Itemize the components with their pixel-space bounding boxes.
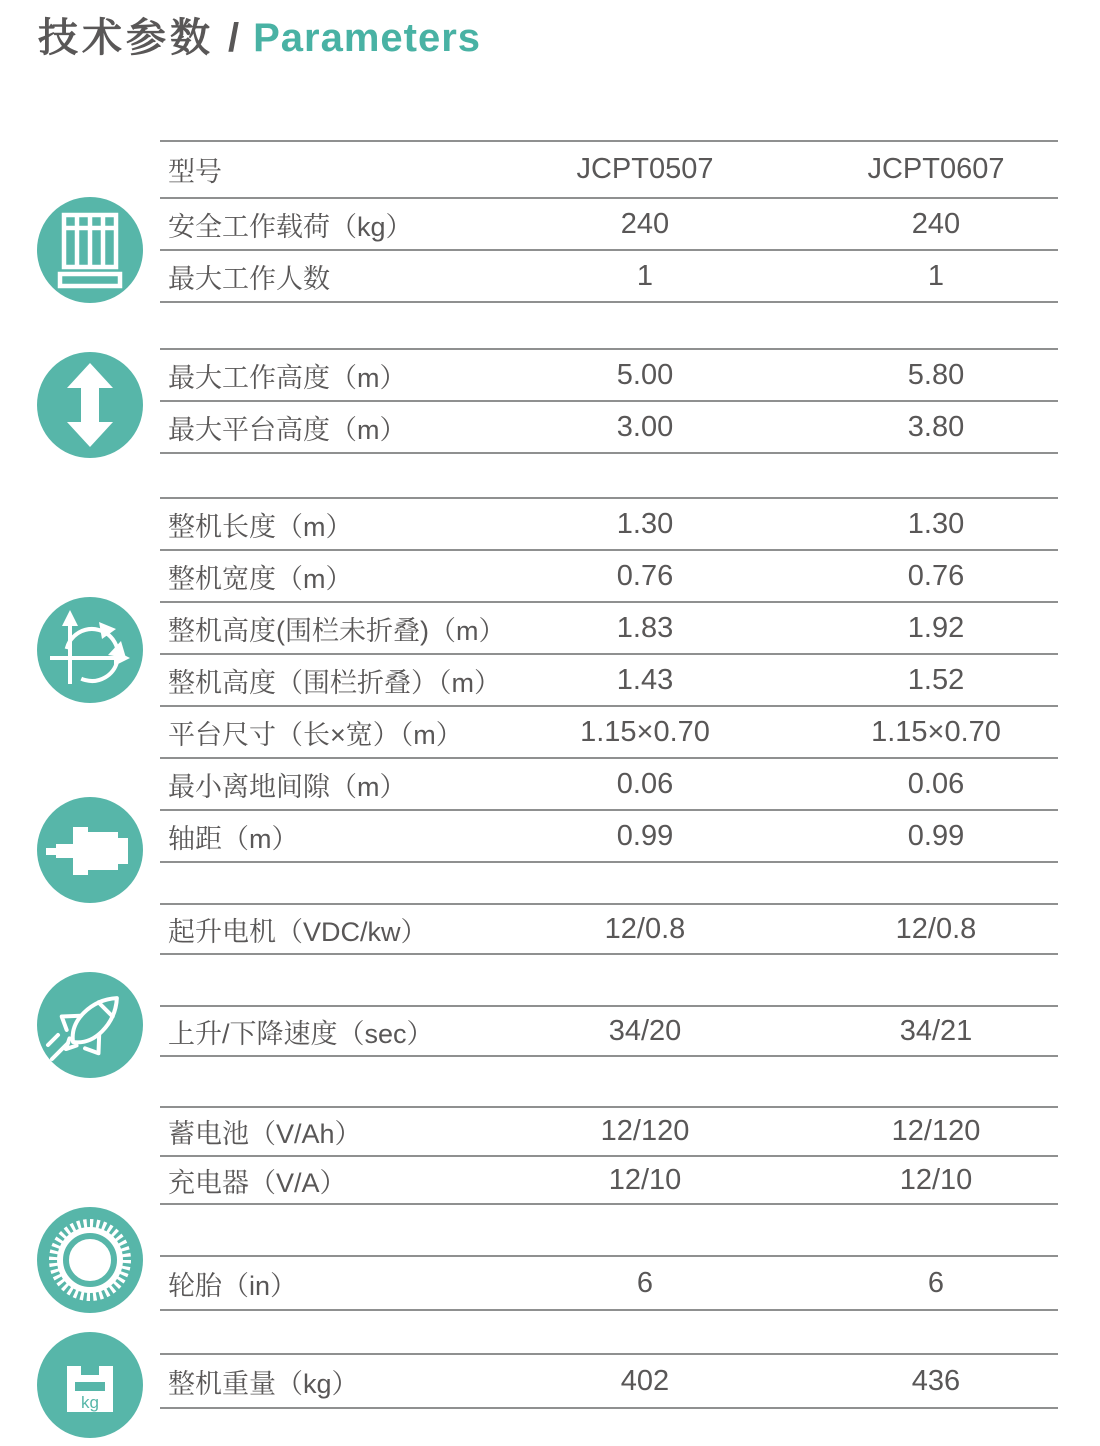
param-value: 1.92 [907, 611, 965, 644]
rocket-speed-icon [37, 972, 143, 1078]
param-value: 34/21 [899, 1014, 973, 1047]
param-value: 5.80 [907, 358, 965, 391]
param-value: 1.30 [616, 507, 674, 540]
spec-row [160, 903, 1058, 953]
spec-row [160, 809, 1058, 861]
param-value: 12/10 [899, 1163, 973, 1196]
param-value: 1.30 [907, 507, 965, 540]
page-title [38, 14, 481, 62]
param-value: 3.80 [907, 410, 965, 443]
spec-row [160, 757, 1058, 809]
motor-icon [37, 797, 143, 903]
spec-row [160, 1005, 1058, 1055]
param-label: 上升/下降速度（sec） [168, 1018, 434, 1049]
spec-row [160, 249, 1058, 301]
param-value: 5.00 [616, 358, 674, 391]
tire-icon [37, 1207, 143, 1313]
param-label: 整机高度（围栏折叠）（m） [168, 667, 501, 698]
param-label: 整机高度(围栏未折叠)（m） [168, 615, 506, 646]
param-label: 平台尺寸（长×宽）（m） [168, 719, 463, 750]
spec-row [160, 497, 1058, 549]
param-value: 6 [636, 1266, 654, 1299]
param-value: 0.06 [907, 767, 965, 800]
spec-row [160, 1353, 1058, 1407]
param-value: 0.99 [616, 819, 674, 852]
spec-group-battery [160, 1106, 1058, 1205]
column-header-model-2: JCPT0607 [867, 153, 1005, 185]
param-value: 1 [636, 259, 654, 292]
param-label: 整机重量（kg） [168, 1368, 359, 1399]
param-label: 蓄电池（V/Ah） [168, 1119, 362, 1149]
param-value: 0.76 [907, 559, 965, 592]
guardrail-icon [37, 197, 143, 303]
spec-row [160, 197, 1058, 249]
param-label: 最小离地间隙（m） [168, 771, 407, 802]
param-value: 240 [911, 207, 961, 240]
param-value: 1.15×0.70 [580, 715, 710, 748]
lift-height-arrows-icon [37, 352, 143, 458]
param-value: 436 [911, 1364, 961, 1397]
param-value: 12/10 [608, 1163, 682, 1196]
spec-group-basic [160, 140, 1058, 303]
param-value: 6 [927, 1266, 945, 1299]
param-label: 起升电机（VDC/kw） [168, 916, 428, 947]
param-value: 1.43 [616, 663, 674, 696]
spec-group-weight [160, 1353, 1058, 1409]
param-value: 402 [620, 1364, 670, 1397]
param-value: 3.00 [616, 410, 674, 443]
param-value: 34/20 [608, 1014, 682, 1047]
spec-group-tire [160, 1255, 1058, 1311]
spec-row [160, 1155, 1058, 1203]
spec-row [160, 1106, 1058, 1155]
spec-row [160, 400, 1058, 452]
param-value: 1 [927, 259, 945, 292]
param-value: 12/0.8 [604, 912, 686, 945]
spec-group-dimensions [160, 497, 1058, 863]
title-separator: / [228, 16, 240, 60]
weight-icon-label: kg [81, 1393, 99, 1412]
page-title-zh: 技术参数 [38, 16, 214, 60]
spec-row-model [160, 140, 1058, 197]
param-label: 整机宽度（m） [168, 563, 353, 594]
param-label: 最大工作人数 [168, 263, 330, 294]
spec-row [160, 601, 1058, 653]
param-value: 240 [620, 207, 670, 240]
param-value: 12/120 [891, 1115, 981, 1147]
spec-row [160, 705, 1058, 757]
param-value: 0.06 [616, 767, 674, 800]
param-label: 轴距（m） [168, 823, 299, 854]
spec-group-motor [160, 903, 1058, 955]
param-value: 1.52 [907, 663, 965, 696]
weight-icon [37, 1332, 143, 1438]
page-title-en: Parameters [253, 16, 482, 60]
spec-row [160, 549, 1058, 601]
column-header-model-1: JCPT0507 [576, 153, 714, 185]
param-value: 1.83 [616, 611, 674, 644]
param-label: 最大工作高度（m） [168, 362, 407, 393]
spec-group-speed [160, 1005, 1058, 1057]
param-value: 12/0.8 [895, 912, 977, 945]
param-label: 型号 [168, 157, 222, 187]
param-label: 轮胎（in） [168, 1270, 298, 1301]
param-value: 0.76 [616, 559, 674, 592]
param-value: 0.99 [907, 819, 965, 852]
param-label: 最大平台高度（m） [168, 414, 407, 445]
dimensions-axes-icon [37, 597, 143, 703]
param-label: 整机长度（m） [168, 511, 353, 542]
param-value: 12/120 [600, 1115, 690, 1147]
spec-group-height [160, 348, 1058, 454]
param-value: 1.15×0.70 [871, 715, 1001, 748]
spec-row [160, 1255, 1058, 1309]
param-label: 充电器（V/A） [168, 1167, 347, 1198]
param-label: 安全工作载荷（kg） [168, 211, 413, 242]
spec-row [160, 653, 1058, 705]
spec-row [160, 348, 1058, 400]
